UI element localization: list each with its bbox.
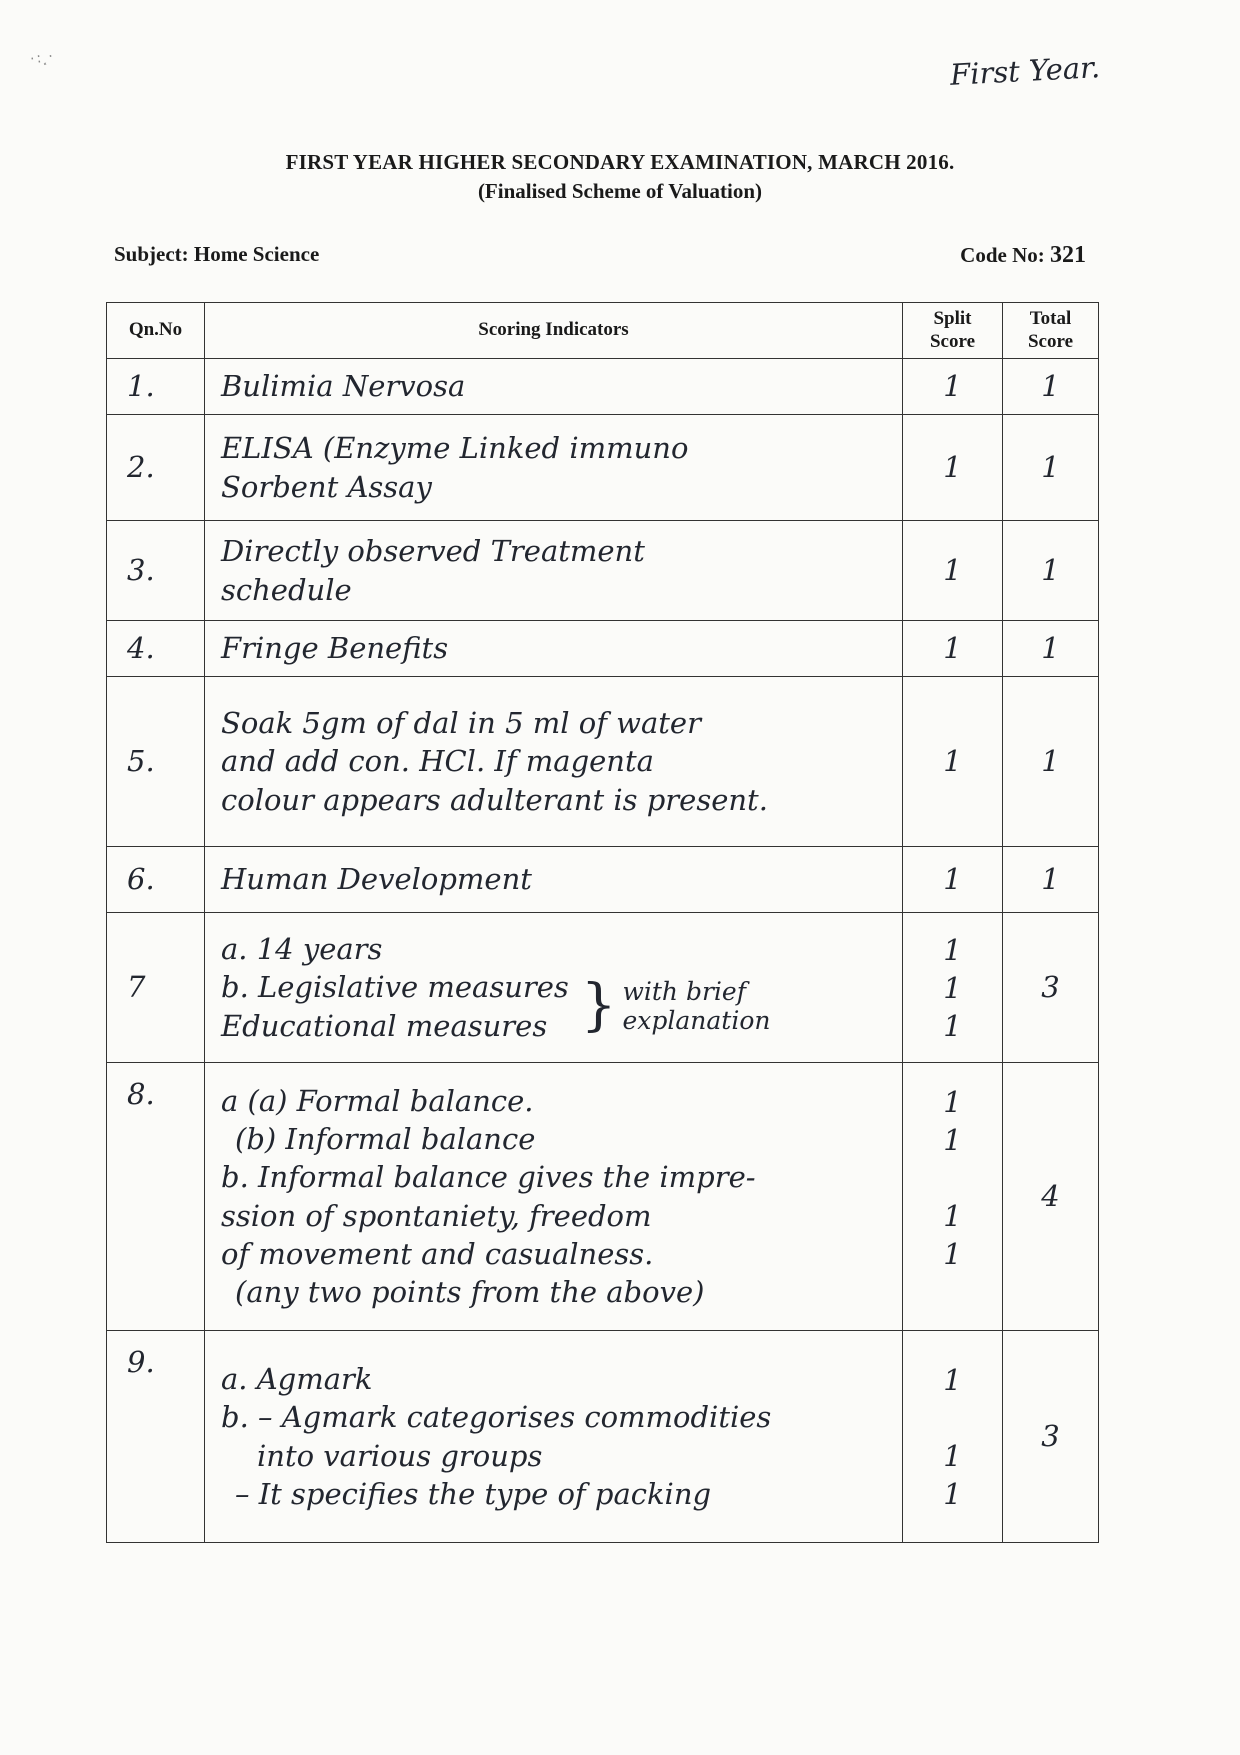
code-value: 321 (1050, 242, 1086, 268)
scoring-indicator (205, 1331, 903, 1543)
split-value: 1 (943, 1476, 962, 1511)
header-split-l1: Split (933, 307, 972, 329)
header-total-l1: Total (1029, 307, 1072, 329)
split-score: 1 (903, 415, 1003, 521)
split-value: 1 (943, 1122, 962, 1157)
split-value: 1 (943, 1008, 962, 1043)
indicator-line: ELISA (Enzyme Linked immuno (221, 431, 689, 466)
indicator-line: Soak 5gm of dal in 5 ml of water (221, 706, 701, 741)
brace-note (622, 978, 770, 1036)
total-score: 3 (1003, 913, 1099, 1063)
question-number: 7 (107, 913, 205, 1063)
split-value: 1 (943, 1084, 962, 1119)
scoring-indicator (205, 677, 903, 847)
indicator-line: into various groups (257, 1438, 543, 1473)
split-score: 1 (903, 521, 1003, 621)
scoring-indicator (205, 847, 903, 913)
corner-mark: ·:⸼· (29, 48, 56, 68)
total-score: 1 (1003, 359, 1099, 415)
split-value (904, 1399, 1001, 1437)
brace-note-line: explanation (622, 1005, 771, 1035)
total-score: 1 (1003, 521, 1099, 621)
total-score: 1 (1003, 621, 1099, 677)
valuation-table (106, 302, 1099, 1543)
question-number: 6. (107, 847, 205, 913)
question-number: 8. (107, 1063, 205, 1331)
question-number: 3. (107, 521, 205, 621)
indicator-line: a. Agmark (221, 1361, 373, 1396)
brace-items (221, 968, 569, 1045)
indicator-line: colour appears adulterant is present. (221, 782, 768, 817)
code-label: Code No: (960, 243, 1045, 267)
scoring-indicator (205, 415, 903, 521)
meta-row (114, 242, 1086, 269)
split-score (903, 913, 1003, 1063)
scoring-indicator (205, 521, 903, 621)
indicator-line: Educational measures (221, 1008, 548, 1043)
brace-group (221, 968, 892, 1045)
table-row (107, 1063, 1099, 1331)
total-score: 1 (1003, 677, 1099, 847)
header-total (1003, 303, 1099, 359)
table-row (107, 913, 1099, 1063)
code-no (960, 242, 1086, 269)
exam-subtitle: (Finalised Scheme of Valuation) (477, 179, 763, 203)
scoring-indicator (205, 359, 903, 415)
total-score: 1 (1003, 415, 1099, 521)
split-value: 1 (943, 932, 962, 967)
question-number: 9. (107, 1331, 205, 1543)
subject-label: Subject: Home Science (114, 242, 320, 266)
split-score (903, 1331, 1003, 1543)
indicator-line: a. 14 years (221, 932, 383, 967)
indicator-line: (any two points from the above) (235, 1275, 705, 1310)
table-row (107, 621, 1099, 677)
header-split (903, 303, 1003, 359)
total-score: 4 (1003, 1063, 1099, 1331)
split-value (904, 1159, 1001, 1197)
table-row (107, 847, 1099, 913)
split-value (904, 1273, 1001, 1311)
table-row (107, 677, 1099, 847)
question-number: 2. (107, 415, 205, 521)
indicator-line: Human Development (221, 862, 532, 897)
indicator-line: of movement and casualness. (221, 1236, 654, 1271)
split-value: 1 (943, 1236, 962, 1271)
table-row (107, 521, 1099, 621)
brace-note-line: with brief (622, 976, 746, 1006)
indicator-line: Fringe Benefits (221, 631, 449, 666)
indicator-line: – It specifies the type of packing (235, 1476, 712, 1511)
indicator-line: (b) Informal balance (235, 1121, 536, 1156)
table-row (107, 1331, 1099, 1543)
indicator-line: Sorbent Assay (221, 469, 432, 504)
header-split-l2: Score (929, 330, 976, 352)
split-score: 1 (903, 847, 1003, 913)
total-score: 1 (1003, 847, 1099, 913)
split-score (903, 1063, 1003, 1331)
table-header-row (107, 303, 1099, 359)
split-value: 1 (943, 1438, 962, 1473)
scoring-indicator (205, 621, 903, 677)
question-number: 4. (107, 621, 205, 677)
handwritten-note: First Year. (949, 50, 1101, 92)
indicator-line: a (a) Formal balance. (221, 1083, 534, 1118)
header-total-l2: Score (1027, 330, 1074, 352)
split-value: 1 (943, 970, 962, 1005)
total-score: 3 (1003, 1331, 1099, 1543)
exam-title: FIRST YEAR HIGHER SECONDARY EXAMINATION, MARCH 2016. (285, 150, 955, 174)
question-number: 5. (107, 677, 205, 847)
indicator-line: Directly observed Treatment (221, 534, 645, 569)
split-value: 1 (943, 1198, 962, 1233)
header-indicators: Scoring Indicators (205, 303, 903, 359)
document-header (0, 150, 1240, 204)
table-row (107, 359, 1099, 415)
indicator-line: b. Informal balance gives the impre- (221, 1160, 756, 1195)
table-row (107, 415, 1099, 521)
indicator-line: ssion of spontaniety, freedom (221, 1198, 652, 1233)
scoring-indicator (205, 1063, 903, 1331)
indicator-line: b. Legislative measures (221, 970, 569, 1005)
question-number: 1. (107, 359, 205, 415)
brace-symbol: } (580, 973, 617, 1039)
split-score: 1 (903, 359, 1003, 415)
indicator-line: schedule (221, 572, 352, 607)
split-value: 1 (943, 1362, 962, 1397)
header-qn: Qn.No (107, 303, 205, 359)
scoring-indicator (205, 913, 903, 1063)
split-score: 1 (903, 677, 1003, 847)
indicator-line: b. – Agmark categorises commodities (221, 1400, 772, 1435)
indicator-line: and add con. HCl. If magenta (221, 744, 654, 779)
indicator-line: Bulimia Nervosa (221, 369, 466, 404)
split-score: 1 (903, 621, 1003, 677)
